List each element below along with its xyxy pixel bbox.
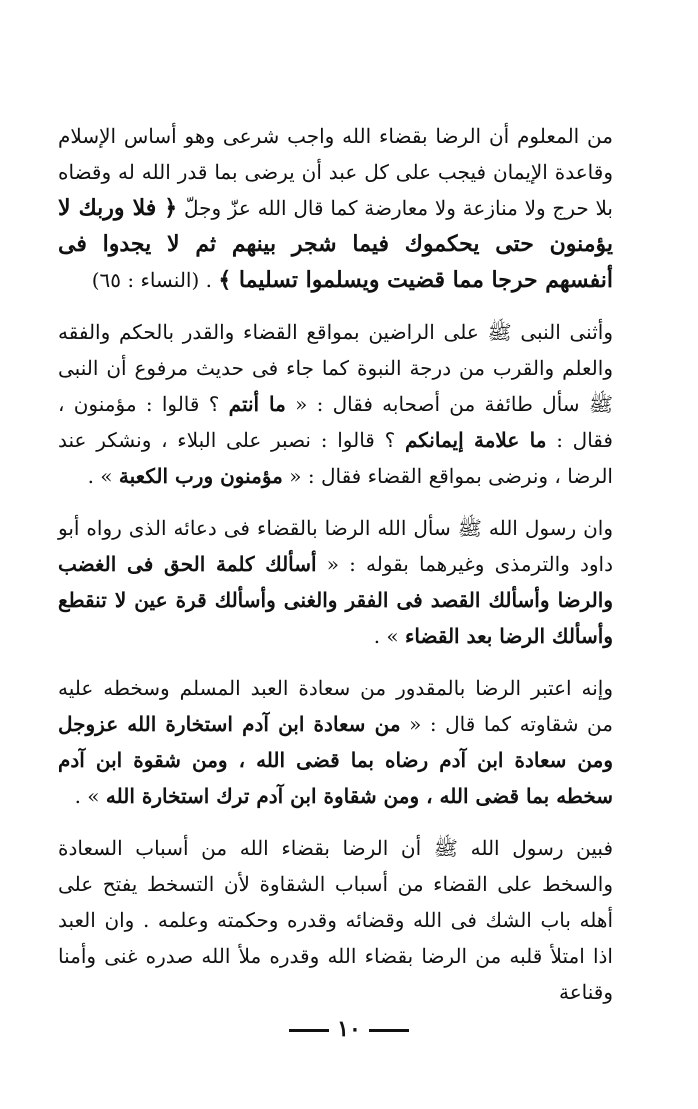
page-number-value: ١٠ bbox=[337, 1016, 361, 1042]
page-number bbox=[0, 1016, 698, 1042]
dash-left bbox=[289, 1029, 329, 1032]
paragraph-2-text-4: » . bbox=[87, 464, 119, 488]
paragraph-1 bbox=[58, 118, 613, 298]
paragraph-4-text-2: » . bbox=[74, 784, 106, 808]
paragraph-2 bbox=[58, 314, 613, 494]
paragraph-2-text-3: ؟ قالوا : نصبر على البلاء ، ونشكر عند الرضا ، ونرضى بمواقع القضاء فقال : « bbox=[58, 428, 613, 488]
hadith-question-2: ما علامة إيمانكم bbox=[404, 428, 547, 452]
paragraph-1-intro: من المعلوم أن الرضا بقضاء الله واجب شرعى وهو أساس الإسلام وقاعدة الإيمان فيجب على كل عبد أن يرضى بما قدر الله له وقضاه بلا حرج ولا منازعة ولا معارضة كما قال الله عزّ وجلّ bbox=[58, 124, 613, 220]
paragraph-3 bbox=[58, 510, 613, 654]
paragraph-5-text: فبين رسول الله ﷺ أن الرضا بقضاء الله من أسباب السعادة والسخط على القضاء من أسباب الشقاوة لأن التسخط يفتح على أهله باب الشك فى الله وقضائه وقدره وحكمته وعلمه . وان العبد اذا امتلأ قلبه من الرضا بقضاء الله وقدره ملأ الله صدره غنى وأمنا وقناعة bbox=[58, 836, 613, 1004]
hadith-quote: من سعادة ابن آدم استخارة الله عزوجل ومن سعادة ابن آدم رضاه بما قضى الله ، ومن شقوة ابن آدم سخطه بما قضى الله ، ومن شقاوة ابن آدم ترك استخارة الله bbox=[58, 712, 613, 808]
hadith-question: ما أنتم bbox=[228, 392, 286, 416]
paragraph-3-text-2: » . bbox=[373, 624, 405, 648]
hadith-answer: مؤمنون ورب الكعبة bbox=[118, 464, 283, 488]
paragraph-gap bbox=[58, 814, 613, 830]
paragraph-gap bbox=[58, 494, 613, 510]
paragraph-3-text-1: وان رسول الله ﷺ سأل الله الرضا بالقضاء فى دعائه الذى رواه أبو داود والترمذى وغيرهما بقوله : « bbox=[58, 516, 613, 576]
page-body bbox=[58, 118, 613, 1010]
verse-citation: . (النساء : ٦٥) bbox=[91, 268, 219, 292]
paragraph-2-text-1: وأثنى النبى ﷺ على الراضين بمواقع القضاء والقدر بالحكم والفقه والعلم والقرب من درجة النبوة كما جاء فى حديث مرفوع أن النبى ﷺ سأل طائفة من أصحابه فقال : « bbox=[58, 320, 613, 416]
paragraph-5 bbox=[58, 830, 613, 1010]
paragraph-2-text-2: ؟ قالوا : مؤمنون ، فقال : bbox=[58, 392, 613, 452]
dash-right bbox=[369, 1029, 409, 1032]
paragraph-gap bbox=[58, 654, 613, 670]
dua-quote: أسألك كلمة الحق فى الغضب والرضا وأسألك القصد فى الفقر والغنى وأسألك قرة عين لا تنقطع وأسألك الرضا بعد القضاء bbox=[58, 552, 613, 648]
paragraph-4 bbox=[58, 670, 613, 814]
quran-verse: ﴿ فلا وربك لا يؤمنون حتى يحكموك فيما شجر بينهم ثم لا يجدوا فى أنفسهم حرجا مما قضيت ويسلموا تسليما ﴾ bbox=[58, 195, 613, 293]
paragraph-gap bbox=[58, 298, 613, 314]
paragraph-4-text-1: وإنه اعتبر الرضا بالمقدور من سعادة العبد المسلم وسخطه عليه من شقاوته كما قال : « bbox=[58, 676, 614, 736]
